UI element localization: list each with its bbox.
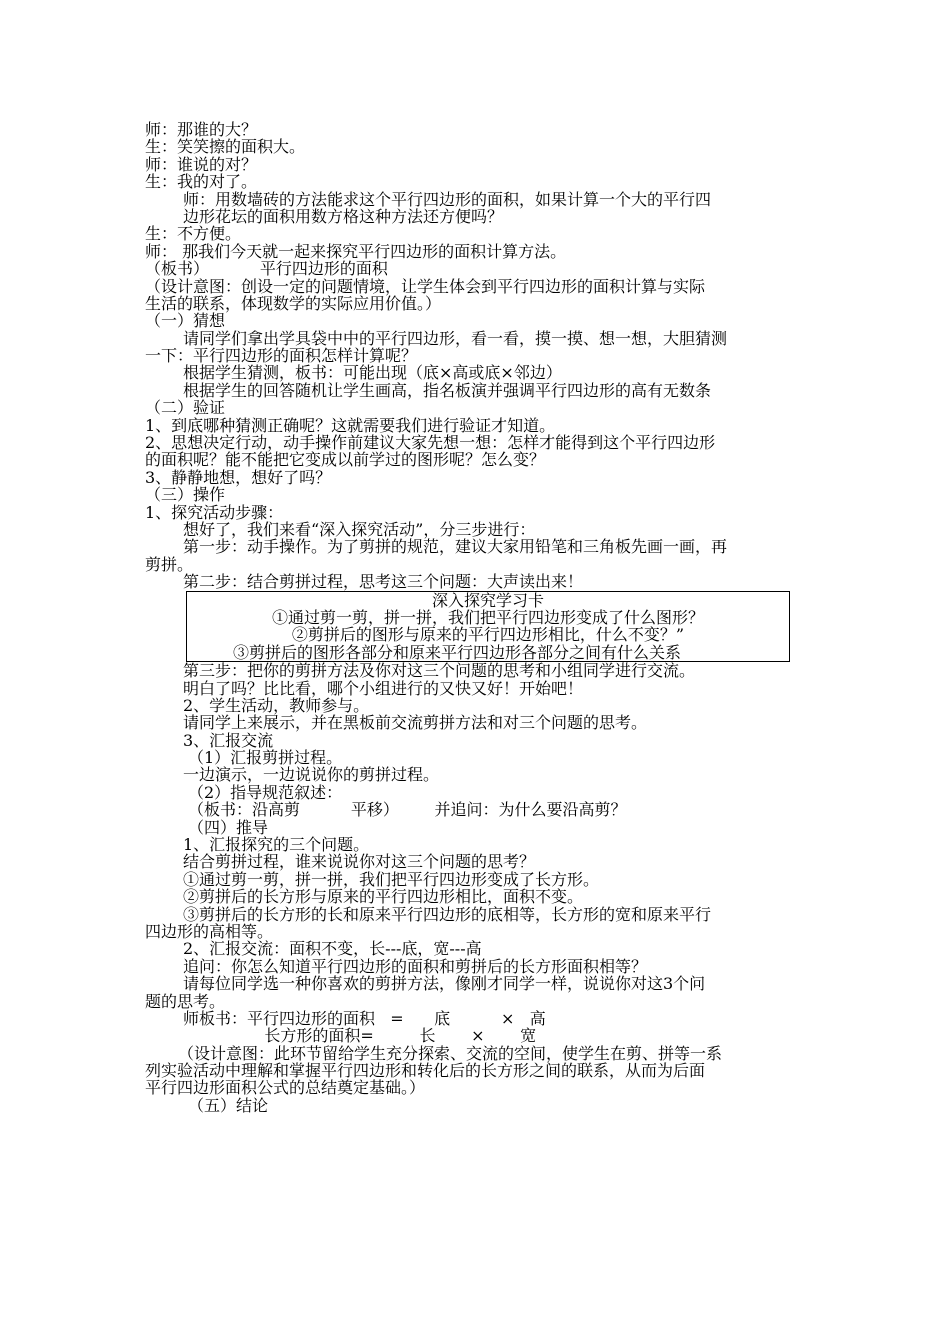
study-card-wrapper [145,591,810,663]
text-line: （2）指导规范叙述： [188,782,343,802]
text-line: （1）汇报剪拼过程。 [188,748,343,768]
text-line: 根据学生的回答随机让学生画高，指名板演并强调平行四边形的高有无数条 [183,380,712,400]
text-line: 根据学生猜测，板书：可能出现（底×高或底×邻边） [183,363,562,383]
text-line: 师：用数墙砖的方法能求这个平行四边形的面积，如果计算一个大的平行四 [183,189,712,209]
study-card-title: 深入探究学习卡 [431,590,544,610]
text-line: 一边演示，一边说说你的剪拼过程。 [183,765,440,785]
lesson-section-intro [145,121,810,591]
text-line: 1、探究活动步骤： [145,502,284,522]
text-line: 生：不方便。 [145,224,242,244]
text-line: 结合剪拼过程，谁来说说你对这三个问题的思考？ [183,852,536,872]
text-line: （五）结论 [188,1095,269,1115]
text-line: 四边形的高相等。 [145,921,274,941]
text-line: （三）操作 [145,485,226,505]
text-line: 第三步：把你的剪拼方法及你对这三个问题的思考和小组同学进行交流。 [183,661,696,681]
text-line: 生活的联系，体现数学的实际应用价值。） [145,293,442,313]
text-line: 平行四边形面积公式的总结奠定基础。） [145,1078,426,1098]
study-card-question-1: ①通过剪一剪，拼一拼，我们把平行四边形变成了什么图形？ [271,607,704,627]
text-line: 长方形的面积= 长 × 宽 [183,1026,537,1046]
text-line: 第二步：结合剪拼过程，思考这三个问题：大声读出来！ [183,572,584,592]
text-line: 2、汇报交流：面积不变，长---底，宽---高 [183,939,482,959]
document-body [145,121,810,1114]
text-line: （一）猜想 [145,311,226,331]
text-line: （四）推导 [188,817,269,837]
text-line: 师：那谁的大？ [145,120,258,139]
text-line: （板书：沿高剪 平移） 并追问：为什么要沿高剪？ [188,800,627,820]
text-line: 师板书：平行四边形的面积 = 底 × 高 [183,1008,546,1028]
text-line: 列实验活动中理解和掌握平行四边形和转化后的长方形之间的联系，从而为后面 [145,1061,706,1081]
text-line: （设计意图：此环节留给学生充分探索、交流的空间，使学生在剪、拼等一系 [178,1043,723,1063]
study-card [186,591,790,663]
text-line: 生：我的对了。 [145,172,258,192]
text-line: 想好了，我们来看“深入探究活动”，分三步进行： [183,519,536,539]
text-line: （二）验证 [145,398,226,418]
text-line: 追问：你怎么知道平行四边形的面积和剪拼后的长方形面积相等？ [183,956,648,976]
text-line: （设计意图：创设一定的问题情境，让学生体会到平行四边形的面积计算与实际 [145,276,706,296]
text-line: 师： 那我们今天就一起来探究平行四边形的面积计算方法。 [145,241,567,261]
text-line: 的面积呢？能不能把它变成以前学过的图形呢？怎么变？ [145,450,546,470]
text-line: 1、汇报探究的三个问题。 [183,835,370,855]
text-line: 2、学生活动，教师参与。 [183,695,370,715]
text-line: 1、到底哪种猜测正确呢？这就需要我们进行验证才知道。 [145,415,556,435]
text-line: 3、汇报交流 [183,730,274,750]
text-line: ③剪拼后的长方形的长和原来平行四边形的底相等，长方形的宽和原来平行 [183,904,712,924]
text-line: 3、静静地想，想好了吗？ [145,467,332,487]
text-line: 题的思考。 [145,991,226,1011]
text-line: 请同学上来展示，并在黑板前交流剪拼方法和对三个问题的思考。 [183,713,648,733]
text-line: 生：笑笑擦的面积大。 [145,137,306,157]
text-line: 边形花坛的面积用数方格这种方法还方便吗？ [183,206,504,226]
text-line: ①通过剪一剪，拼一拼，我们把平行四边形变成了长方形。 [183,869,600,889]
text-line: （板书） 平行四边形的面积 [145,259,388,279]
text-line: 请每位同学选一种你喜欢的剪拼方法，像刚才同学一样，说说你对这3个问 [183,974,706,994]
text-line: 剪拼。 [145,554,194,574]
text-line: 请同学们拿出学具袋中中的平行四边形，看一看，摸一摸、想一想，大胆猜测 [183,328,728,348]
text-line: 师：谁说的对？ [145,154,258,174]
study-card-question-3: ③剪拼后的图形各部分和原来平行四边形各部分之间有什么关系 [233,642,682,662]
text-line: 一下：平行四边形的面积怎样计算呢？ [145,346,418,366]
study-card-question-2: ②剪拼后的图形与原来的平行四边形相比，什么不变？” [291,625,685,645]
text-line: 第一步：动手操作。为了剪拼的规范，建议大家用铅笔和三角板先画一画，再 [183,537,728,557]
text-line: 2、思想决定行动，动手操作前建议大家先想一想：怎样才能得到这个平行四边形 [145,433,716,453]
lesson-section-procedure [145,662,810,1114]
text-line: 明白了吗？比比看，哪个小组进行的又快又好！开始吧！ [183,678,584,698]
text-line: ②剪拼后的长方形与原来的平行四边形相比，面积不变。 [183,887,584,907]
